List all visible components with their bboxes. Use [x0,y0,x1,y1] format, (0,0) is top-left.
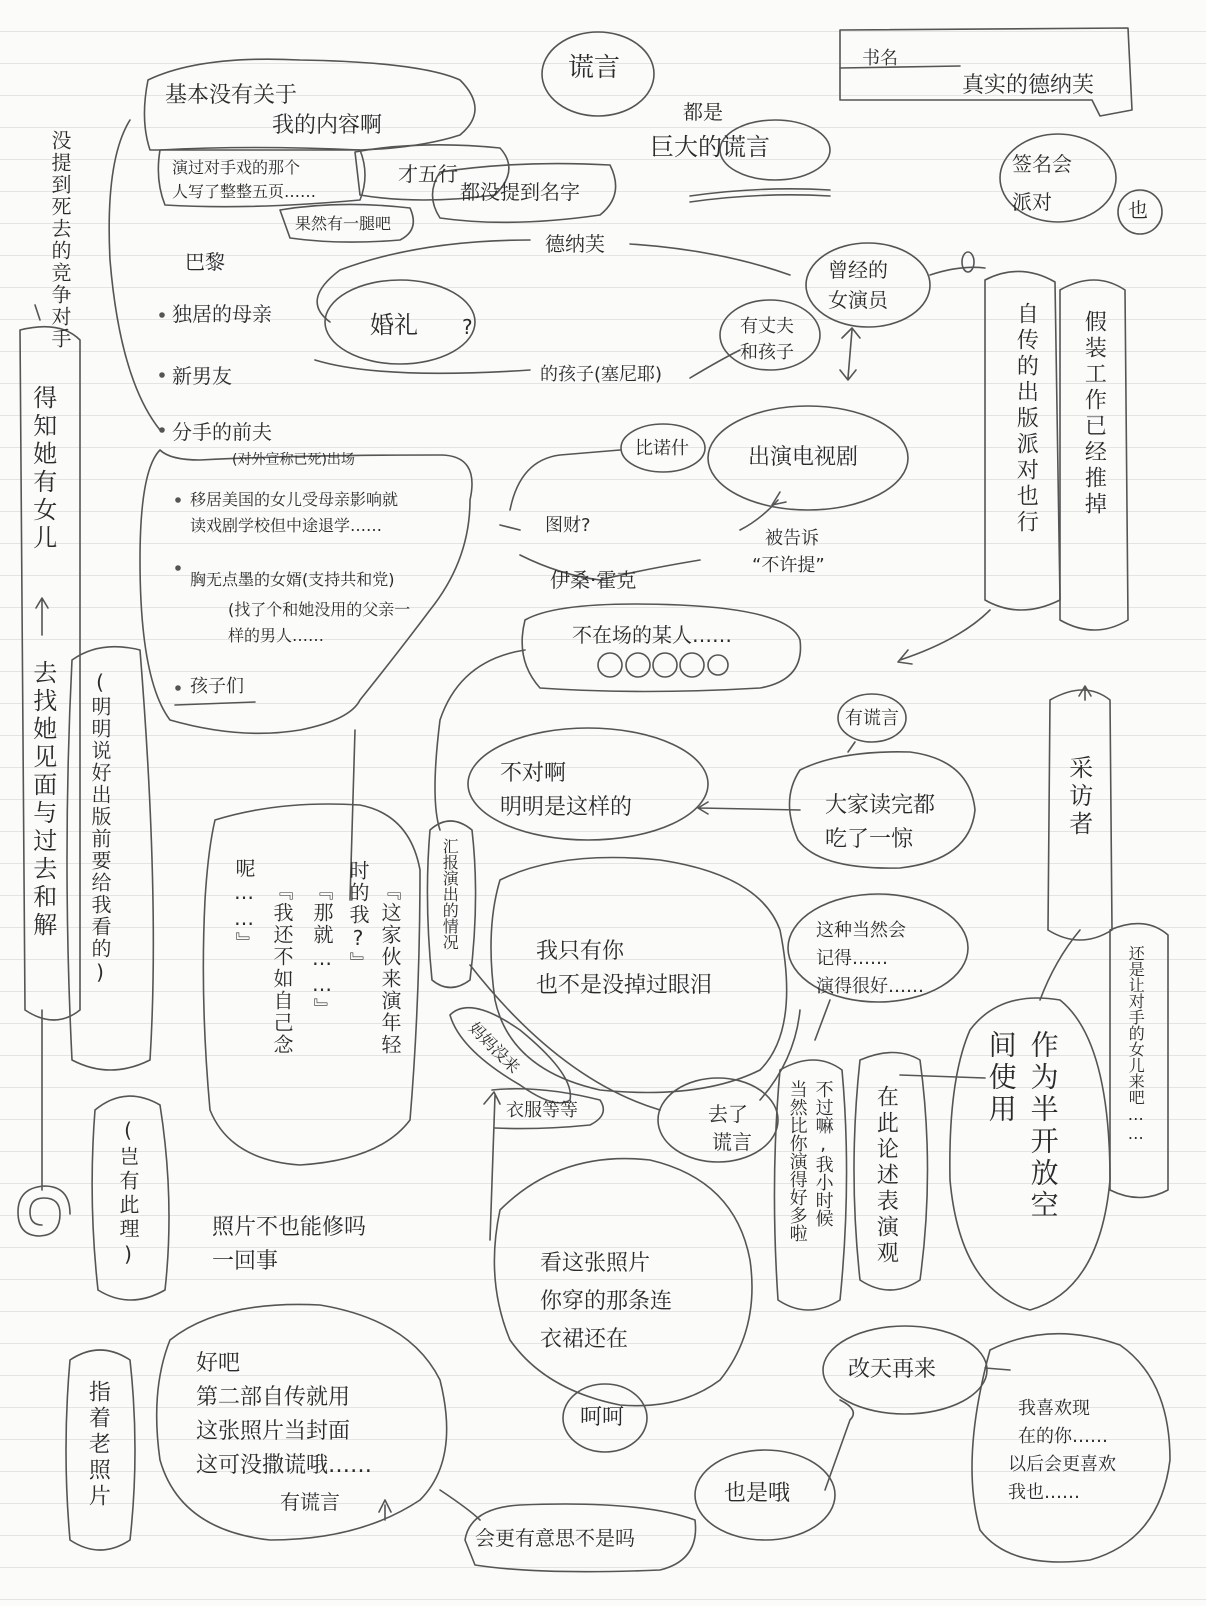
daughter-2: 读戏剧学校但中途退学…… [190,516,383,535]
has-lies-label: 有谎言 [845,708,899,729]
former-actress-bubble [806,243,930,327]
only-you-2: 也不是没掉过眼泪 [536,973,713,998]
left-col-3: 去找她见面与过去和解 [28,660,57,940]
memoir-party-label: 自传的出版派对也行 [1013,302,1039,536]
wedding-label: 婚礼 [370,311,418,339]
remember-2: 记得…… [816,948,888,969]
remember-3: 演得很好…… [816,976,924,997]
not-about-me-1: 基本没有关于 [165,83,298,108]
ex-husband-note: (对外宣称已死)出场 [232,452,355,468]
clothes-label: 衣服等等 [506,1100,578,1121]
single-mother-label: 独居的母亲 [172,302,272,326]
signing-label: 签名会 [1012,152,1072,176]
second-memoir-1: 好吧 [196,1351,241,1376]
photo-dress-2: 你穿的那条连 [540,1289,673,1314]
like-now-4: 我也…… [1008,1482,1080,1503]
childhood-2: 当然比你演得好多啦 [786,1080,808,1242]
quote-3: 『我还不如自己念 [270,880,294,1056]
acting-view-label: 在此论述表演观 [873,1085,899,1267]
not-about-me-2: 我的内容啊 [272,113,383,138]
daughter-1: 移居美国的女儿受母亲影响就 [190,490,399,509]
husband-kids-1: 有丈夫 [740,316,794,337]
party-label: 派对 [1012,190,1052,214]
not-right-1: 不对啊 [500,761,567,786]
pointing-label: 指着老照片 [85,1380,111,1510]
haha-label: 呵呵 [580,1405,625,1430]
huge-lies-label: 巨大的谎言 [650,133,770,161]
binoche-label: 比诺什 [635,438,689,459]
quote-3b: 呢……』 [232,858,256,954]
shocked-2: 吃了一惊 [825,827,914,852]
quote-1: 『这家伙来演年轻 [378,880,402,1056]
photo-dress-1: 看这张照片 [540,1251,651,1276]
no-name-label: 都没提到名字 [460,180,580,204]
left-col-1: 没提到死去的竞争对手 [48,130,72,350]
kids-label: 孩子们 [190,676,244,697]
for-money-label: 图财? [545,515,591,536]
deneuve-label: 德纳芙 [545,232,605,256]
me-too-label: 也是哦 [724,1481,791,1506]
quote-2: 『那就……』 [310,880,334,1020]
question-mark: ? [462,315,473,339]
son-in-law-3: 样的男人…… [228,626,325,645]
rival-wrote-1: 演过对手戏的那个 [172,158,301,177]
affair-label: 果然有一腿吧 [295,214,392,233]
told-2: “不许提” [752,555,825,576]
tv-drama-label: 出演电视剧 [748,445,859,470]
ex-husband-label: 分手的前夫 [172,420,272,444]
come-again-label: 改天再来 [848,1357,937,1382]
photo-dress-bubble [494,1159,752,1406]
quote-1b: 时的我?』 [346,860,370,974]
like-now-1: 我喜欢现 [1018,1398,1090,1419]
told-1: 被告诉 [765,528,819,549]
son-in-law-label: 胸无点墨的女婿(支持共和党) [190,570,395,589]
like-now-2: 在的你…… [1018,1426,1108,1447]
no-way-label: (岂有此理) [116,1118,140,1270]
childhood-1: 不过嘛,我小时候 [812,1080,834,1227]
paris-label: 巴黎 [185,250,225,274]
second-memoir-2: 第二部自传就用 [196,1385,351,1410]
more-interesting-label: 会更有意思不是吗 [475,1526,635,1550]
book-label: 书名 [862,48,898,69]
second-memoir-3: 这张照片当封面 [196,1419,351,1444]
rival-wrote-2: 人写了整整五页…… [172,182,317,201]
promised-label: (明明说好出版前要给我看的) [88,670,112,986]
went-lies-1: 去了 [708,1102,748,1126]
lies-label: 谎言 [568,53,621,83]
report-acting-label: 汇报演出的情况 [440,838,460,950]
husband-kids-2: 和孩子 [740,342,794,363]
went-lies-2: 谎言 [712,1130,752,1154]
rival-daughter-label: 还是让对手的女儿来吧…… [1126,945,1146,1143]
second-memoir-5: 有谎言 [280,1490,340,1514]
second-memoir-4: 这可没撒谎哦…… [196,1453,373,1478]
new-boyfriend-label: 新男友 [172,364,232,388]
absent-someone-label: 不在场的某人…… [572,623,732,647]
remember-1: 这种当然会 [816,920,906,941]
spiral-doodle [18,1186,70,1236]
only-five-label: 才五行 [398,162,458,186]
book-title: 真实的德纳芙 [962,73,1095,98]
half-empty-2: 间使用 [984,1030,1018,1126]
ethan-hawke-label: 伊桑·霍克 [550,568,637,592]
photo-dress-3: 衣裙还在 [540,1327,629,1352]
child-name-label: 的孩子(塞尼耶) [540,364,663,385]
photo-retouch-1: 照片不也能修吗 [212,1215,367,1240]
mom-not-come-label: 妈妈没来 [465,1018,524,1077]
former-actress-2: 女演员 [828,288,888,312]
also-label: 也 [1128,198,1148,222]
interviewer-label: 采访者 [1064,755,1093,839]
son-in-law-2: (找了个和她没用的父亲一 [228,600,411,619]
all-are-label: 都是 [683,100,723,124]
left-col-2: 得知她有女儿 [28,385,57,553]
half-empty-1: 作为半开放空 [1026,1030,1060,1222]
photo-retouch-2: 一回事 [212,1249,279,1274]
only-you-1: 我只有你 [536,939,625,964]
not-right-2: 明明是这样的 [500,795,633,820]
like-now-3: 以后会更喜欢 [1008,1454,1116,1475]
former-actress-1: 曾经的 [828,258,888,282]
pretend-work-label: 假装工作已经推掉 [1081,310,1107,518]
shocked-1: 大家读完都 [825,793,936,818]
